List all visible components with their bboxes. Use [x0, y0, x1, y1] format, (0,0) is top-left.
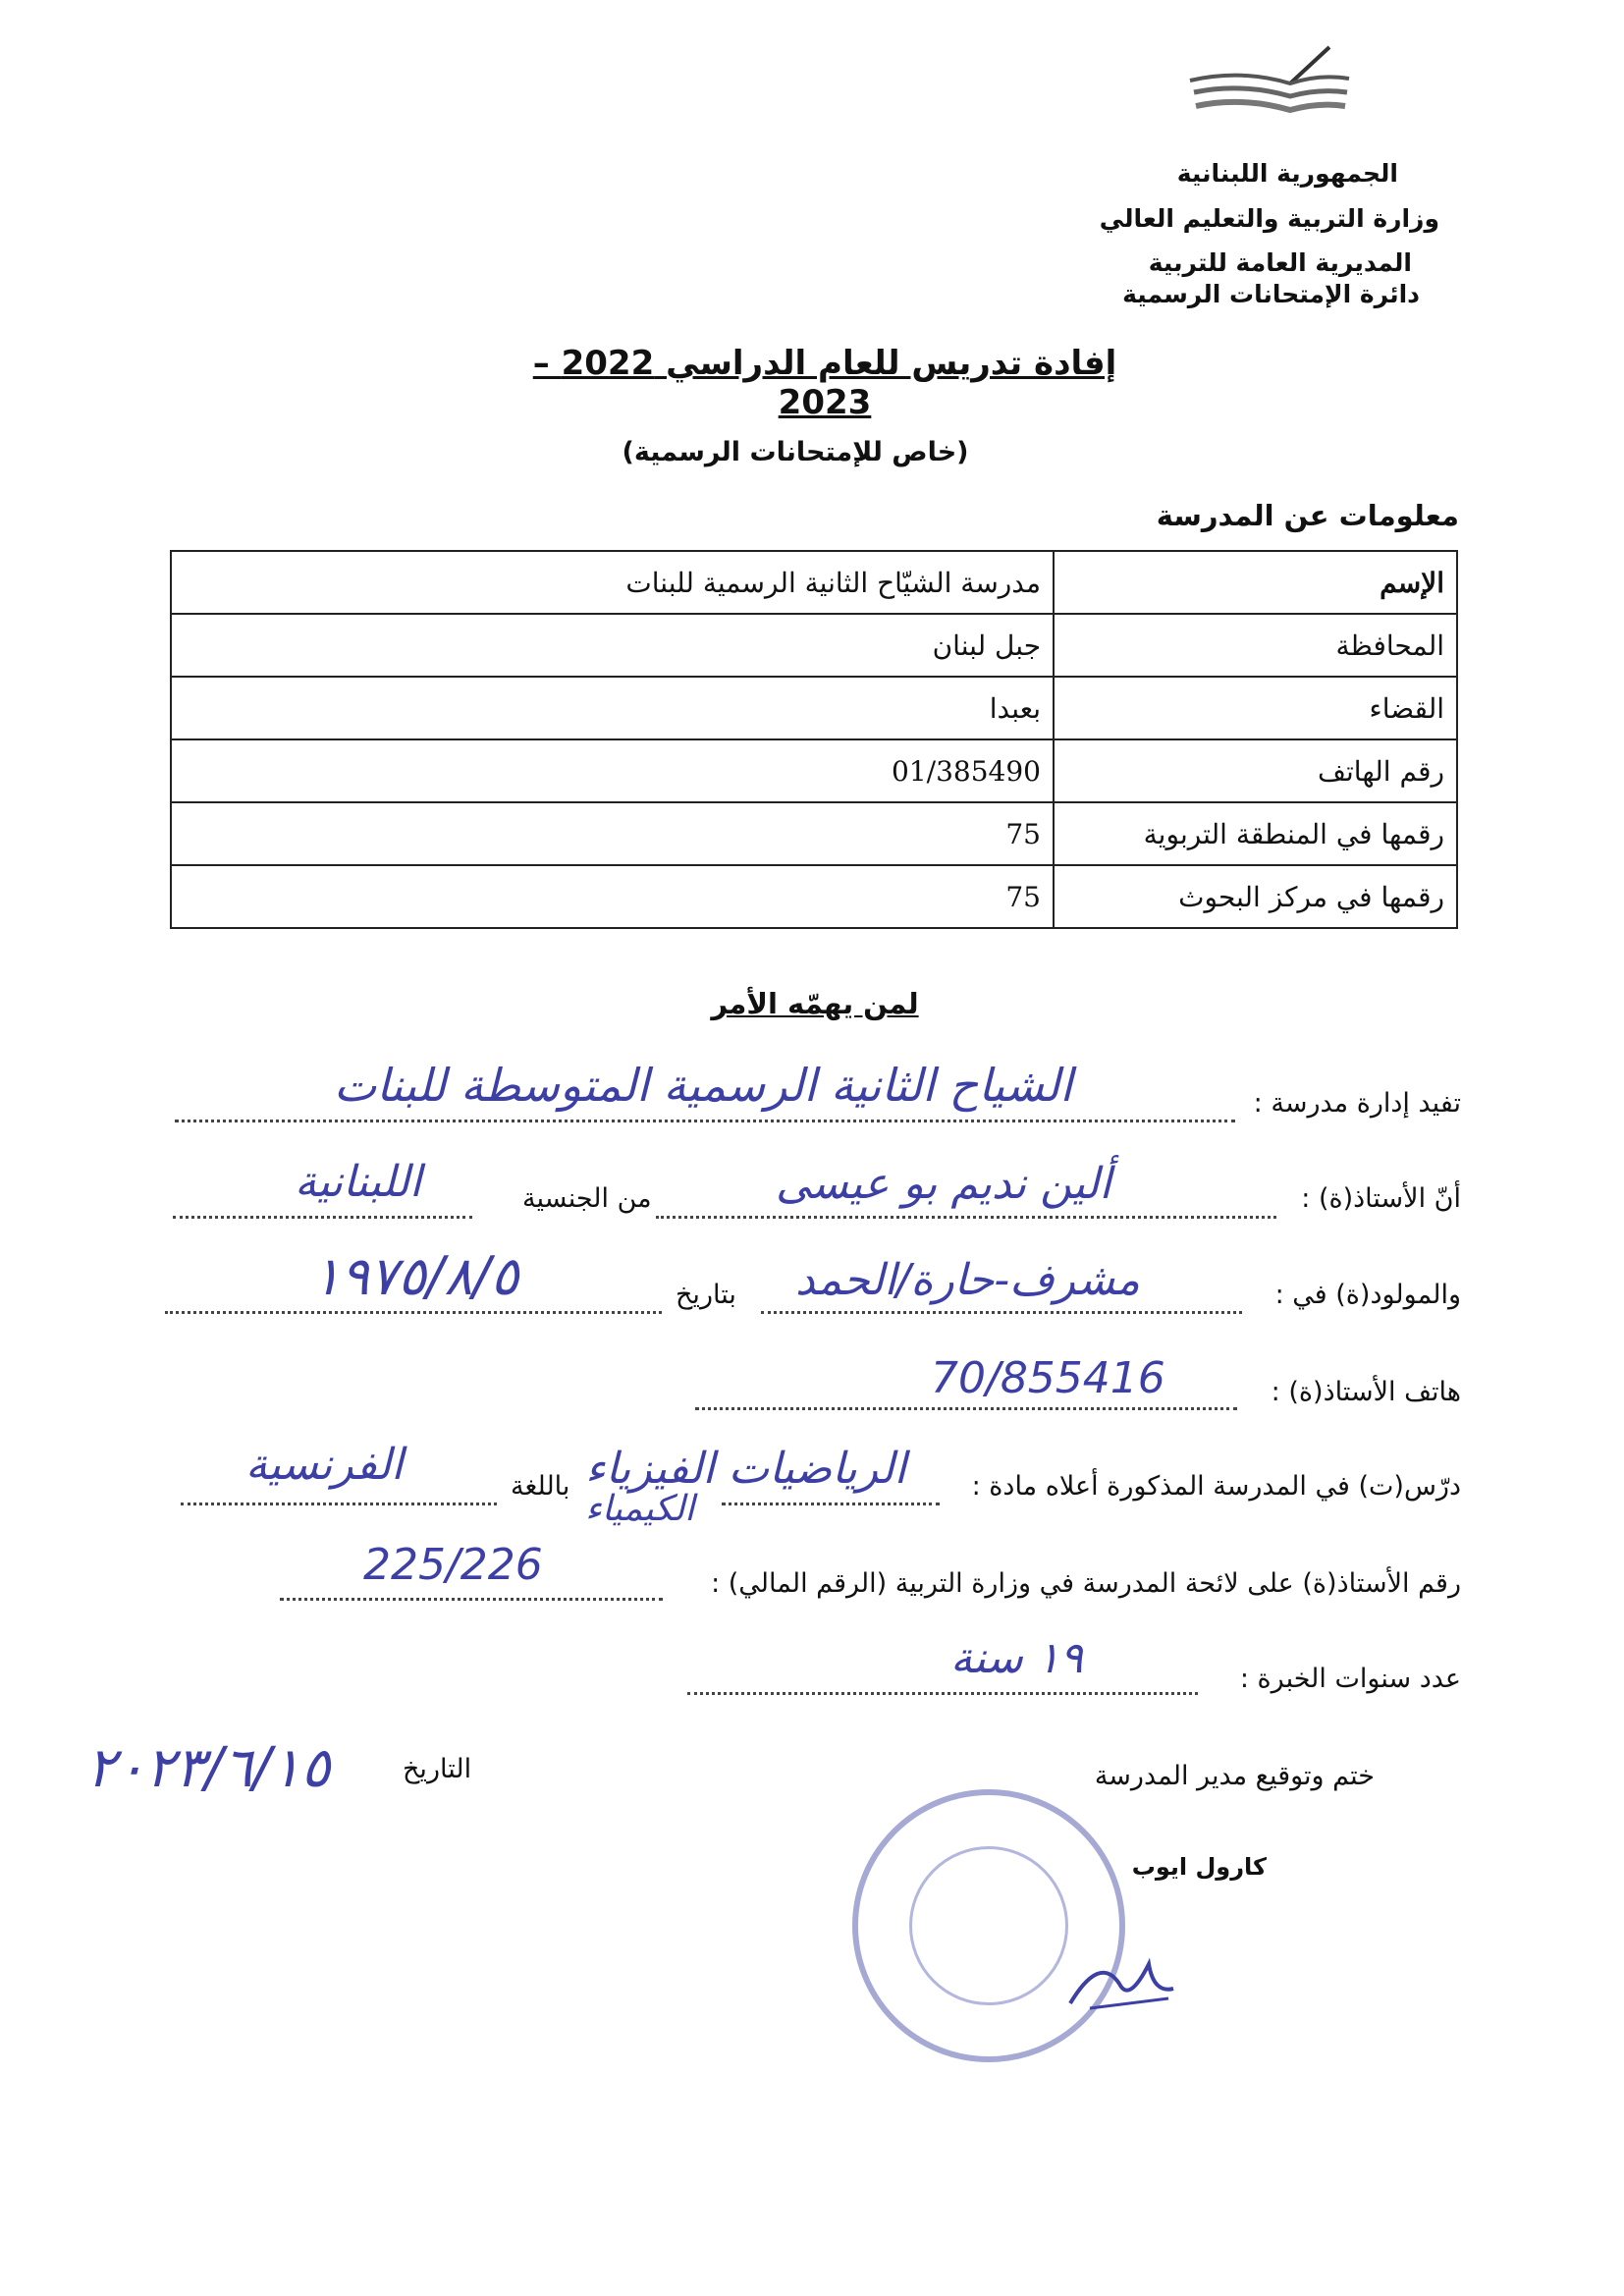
row-value: 75 [171, 865, 1054, 928]
row-value: 01/385490 [171, 739, 1054, 802]
header-department: دائرة الإمتحانات الرسمية [1122, 280, 1420, 308]
header-republic: الجمهورية اللبنانية [1176, 159, 1398, 188]
teacher-handwritten: ألين نديم بو عيسى [776, 1159, 1111, 1209]
row-value: بعبدا [171, 677, 1054, 739]
table-row [171, 551, 1457, 614]
experience-label: عدد سنوات الخبرة : [1239, 1664, 1461, 1694]
language-handwritten: الفرنسية [245, 1440, 404, 1490]
book-logo-icon [1182, 39, 1354, 123]
signature-mark [1060, 1944, 1178, 2023]
table-row [171, 614, 1457, 677]
school-handwritten: الشياح الثانية الرسمية المتوسطة للبنات [334, 1059, 1073, 1112]
table-row [171, 802, 1457, 865]
row-value: مدرسة الشيّاح الثانية الرسمية للبنات [171, 551, 1054, 614]
row-value: 75 [171, 802, 1054, 865]
experience-dotted-line [687, 1692, 1198, 1695]
birth-place-handwritten: مشرف-حارة/الحمد [795, 1255, 1140, 1305]
document-subtitle: (خاص للإمتحانات الرسمية) [622, 437, 969, 467]
stamp-cedar-emblem [909, 1846, 1068, 2005]
table-row [171, 739, 1457, 802]
header-ministry: وزارة التربية والتعليم العالي [1099, 204, 1439, 233]
row-label: المحافظة [1054, 614, 1457, 677]
birth-date-dotted-line [165, 1311, 662, 1314]
school-info-heading: معلومات عن المدرسة [1156, 499, 1459, 532]
row-label: الإسم [1054, 551, 1457, 614]
row-value: جبل لبنان [171, 614, 1054, 677]
row-label: رقم الهاتف [1054, 739, 1457, 802]
row-label: رقمها في المنطقة التربوية [1054, 802, 1457, 865]
birth-date-handwritten: ١٩٧٥/٨/٥ [312, 1245, 519, 1307]
subject-label: درّس(ت) في المدرسة المذكورة أعلاه مادة : [971, 1471, 1461, 1502]
school-info-table [170, 550, 1458, 929]
concern-heading: لمن يهمّه الأمر [711, 987, 919, 1020]
subject-dotted-line [722, 1503, 940, 1505]
stamp-signature-label: ختم وتوقيع مدير المدرسة [1094, 1761, 1375, 1791]
financial-number-handwritten: 225/226 [363, 1540, 543, 1590]
director-name: كارول ايوب [1131, 1853, 1267, 1881]
birth-date-label: بتاريخ [676, 1280, 736, 1310]
language-label: باللغة [511, 1471, 570, 1502]
experience-handwritten: ١٩ سنة [950, 1633, 1083, 1683]
phone-dotted-line [695, 1407, 1237, 1410]
date-handwritten: ٢٠٢٣/٦/١٥ [86, 1736, 331, 1800]
phone-handwritten: 70/855416 [931, 1353, 1165, 1403]
subject-handwritten-2: الكيمياء [585, 1489, 695, 1529]
school-dotted-line [175, 1120, 1235, 1122]
phone-label: هاتف الأستاذ(ة) : [1271, 1377, 1461, 1407]
language-dotted-line [181, 1503, 497, 1505]
table-row [171, 677, 1457, 739]
subject-handwritten: الرياضيات الفيزياء [585, 1444, 906, 1494]
nationality-dotted-line [173, 1216, 472, 1219]
financial-number-dotted-line [280, 1598, 663, 1601]
birth-place-dotted-line [761, 1311, 1242, 1314]
table-row [171, 865, 1457, 928]
birth-place-label: والمولود(ة) في : [1274, 1280, 1461, 1310]
document-title: إفادة تدريس للعام الدراسي 2022 – 2023 [532, 344, 1117, 422]
header-directorate: المديرية العامة للتربية [1148, 248, 1412, 277]
financial-number-label: رقم الأستاذ(ة) على لائحة المدرسة في وزارة التربية (الرقم المالي) : [711, 1568, 1461, 1599]
teacher-label: أنّ الأستاذ(ة) : [1301, 1183, 1461, 1214]
nationality-label: من الجنسية [522, 1183, 652, 1214]
row-label: القضاء [1054, 677, 1457, 739]
nationality-handwritten: اللبنانية [295, 1157, 422, 1207]
school-label: تفيد إدارة مدرسة : [1253, 1088, 1461, 1119]
teacher-dotted-line [656, 1216, 1276, 1219]
date-label: التاريخ [403, 1754, 472, 1784]
row-label: رقمها في مركز البحوث [1054, 865, 1457, 928]
